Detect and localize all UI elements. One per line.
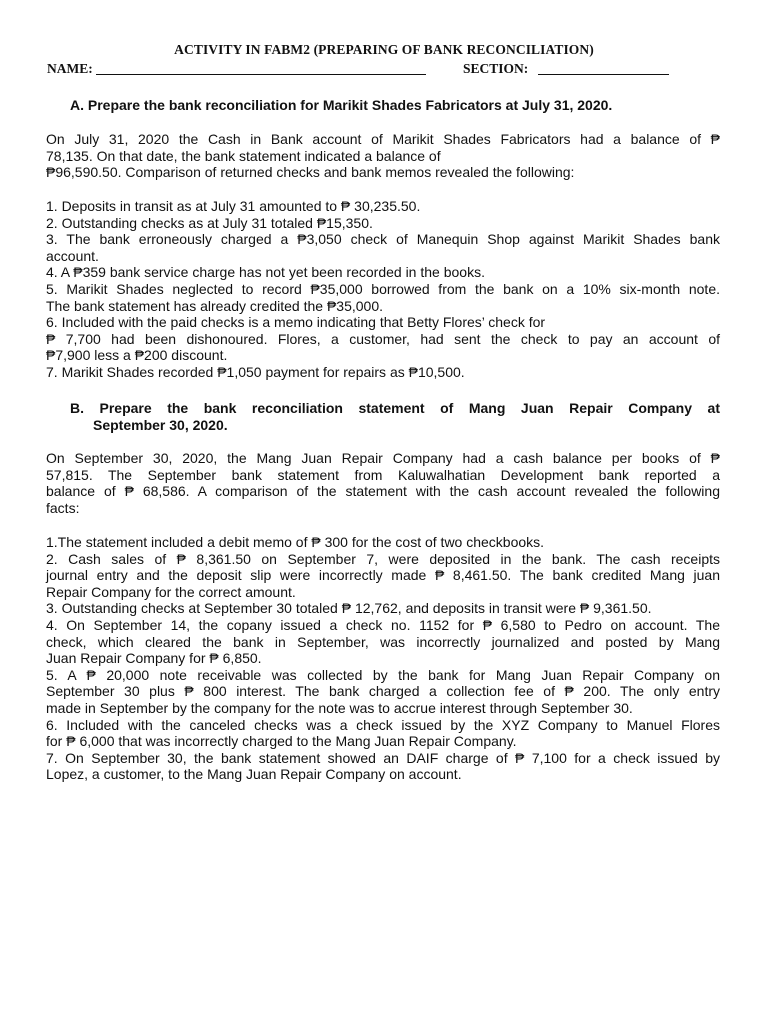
list-item-line: 4. A ₱359 bank service charge has not yet been recorded in the books. [46, 264, 485, 281]
list-item-line: 7. On September 30, the bank statement showed an DAIF charge of ₱ 7,100 for a check issued by [46, 749, 720, 766]
intro-line: On September 30, 2020, the Mang Juan Repair Company had a cash balance per books of ₱ [46, 450, 720, 466]
part-b-heading-line: September 30, 2020. [93, 417, 228, 433]
section-blank-line [538, 74, 669, 75]
list-item-line: 4. On September 14, the copany issued a check no. 1152 for ₱ 6,580 to Pedro on account. The [46, 616, 720, 633]
name-blank-line [96, 74, 426, 75]
list-item-line: 2. Outstanding checks as at July 31 totaled ₱15,350. [46, 214, 373, 231]
list-item-line: Juan Repair Company for ₱ 6,850. [46, 650, 262, 667]
intro-line: facts: [46, 499, 80, 516]
list-item-line: 7. Marikit Shades recorded ₱1,050 payment for repairs as ₱10,500. [46, 363, 465, 380]
intro-line: balance of ₱ 68,586. A comparison of the statement with the cash account revealed the following [46, 483, 720, 500]
name-section-row [47, 61, 727, 79]
list-item-line: ₱7,900 less a ₱200 discount. [46, 347, 228, 364]
list-item-line: 5. Marikit Shades neglected to record ₱35,000 borrowed from the bank on a 10% six-month note. [46, 280, 720, 297]
list-item-line: 1.The statement included a debit memo of ₱ 300 for the cost of two checkbooks. [46, 534, 545, 550]
part-a-intro [46, 131, 720, 181]
list-item-line: 6. Included with the canceled checks was a check issued by the XYZ Company to Manuel Flores [46, 716, 720, 733]
list-item-line: 5. A ₱ 20,000 note receivable was collected by the bank for Mang Juan Repair Company on [46, 666, 720, 683]
list-item-line: September 30 plus ₱ 800 interest. The bank charged a collection fee of ₱ 200. The only entry [46, 683, 720, 700]
part-a-list [46, 198, 720, 381]
intro-line: ₱96,590.50. Comparison of returned checks and bank memos revealed the following: [46, 164, 575, 181]
list-item-line: Repair Company for the correct amount. [46, 583, 296, 600]
list-item-line: journal entry and the deposit slip were incorrectly made ₱ 8,461.50. The bank credited Mang juan [46, 567, 720, 584]
list-item-line: made in September by the company for the note was to accrue interest through September 30. [46, 699, 633, 716]
list-item-line: The bank statement has already credited the ₱35,000. [46, 297, 383, 314]
list-item-line: 2. Cash sales of ₱ 8,361.50 on September 7, were deposited in the bank. The cash receipts [46, 550, 720, 567]
list-item-line: ₱ 7,700 had been dishonoured. Flores, a customer, had sent the check to pay an account of [46, 330, 720, 347]
intro-line: 57,815. The September bank statement from Kaluwalhatian Development bank reported a [46, 466, 720, 483]
list-item-line: 3. The bank erroneously charged a ₱3,050 check of Manequin Shop against Marikit Shades bank [46, 231, 720, 248]
document-title: ACTIVITY IN FABM2 (PREPARING OF BANK RECONCILIATION) [174, 42, 594, 57]
list-item-line: check, which cleared the bank in September, was incorrectly journalized and posted by Mang [46, 633, 720, 650]
part-b-intro [46, 450, 720, 516]
part-a-heading: A. Prepare the bank reconciliation for Marikit Shades Fabricators at July 31, 2020. [70, 97, 613, 113]
list-item-line: for ₱ 6,000 that was incorrectly charged to the Mang Juan Repair Company. [46, 733, 517, 750]
intro-line: On July 31, 2020 the Cash in Bank account of Marikit Shades Fabricators had a balance of ₱ [46, 131, 720, 147]
list-item-line: 1. Deposits in transit as at July 31 amounted to ₱ 30,235.50. [46, 198, 421, 214]
list-item-line: 3. Outstanding checks at September 30 totaled ₱ 12,762, and deposits in transit were ₱ 9,361.50. [46, 600, 652, 617]
part-b-heading [70, 400, 720, 434]
list-item-line: 6. Included with the paid checks is a memo indicating that Betty Flores’ check for [46, 314, 546, 331]
section-label: SECTION: [463, 61, 529, 76]
intro-line: 78,135. On that date, the bank statement indicated a balance of [46, 147, 441, 164]
part-b-heading-line: B. Prepare the bank reconciliation statement of Mang Juan Repair Company at [70, 400, 720, 416]
list-item-line: account. [46, 247, 99, 264]
name-label: NAME: [47, 61, 93, 76]
part-b-list [46, 534, 720, 783]
list-item-line: Lopez, a customer, to the Mang Juan Repair Company on account. [46, 766, 462, 783]
